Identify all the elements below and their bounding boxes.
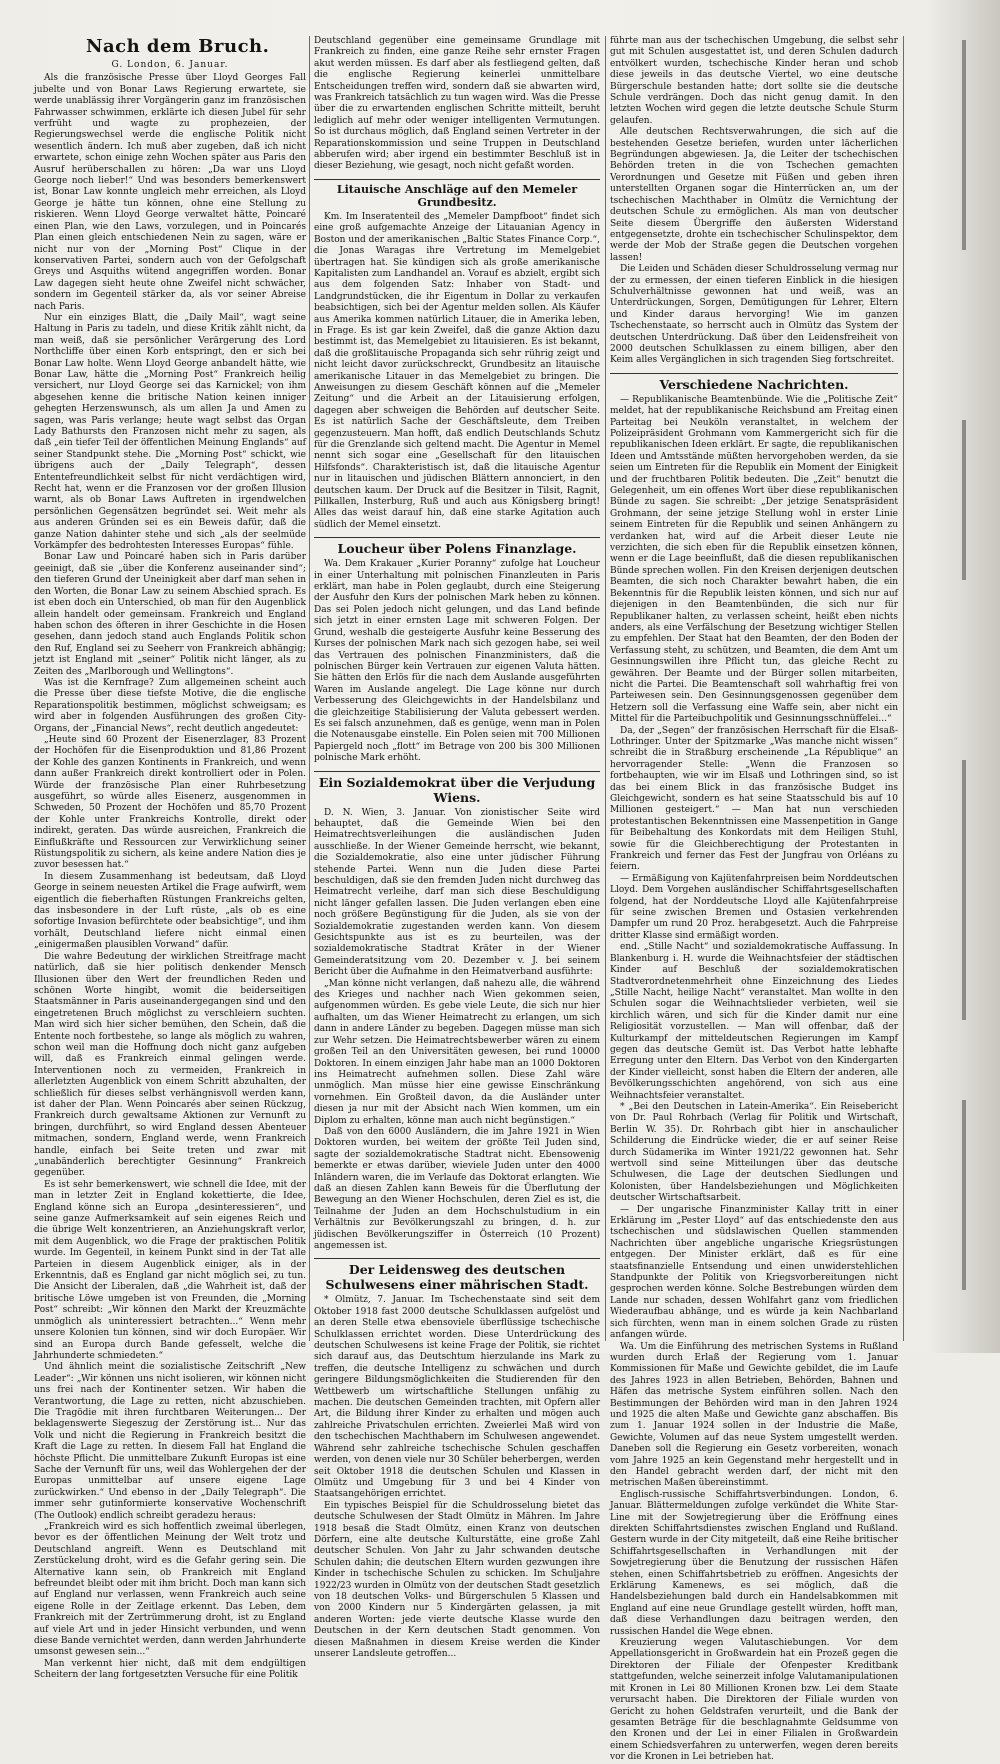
article-heading: Litauische Anschläge auf den Memeler Grundbesitz.: [314, 179, 600, 209]
article-title: Nach dem Bruch.: [86, 36, 270, 57]
article-heading: Ein Sozialdemokrat über die Verjudung Wiens.: [314, 771, 600, 805]
paragraph: In diesem Zusammenhang ist bedeutsam, daß Lloyd George in seinem neuesten Artikel die Frage aufwirft, wem eigentlich die fieberhaften Rüstungen Frankreichs gelten, das insbesondere in der Luft rüste, „als ob es eine sofortige Invasion befürchtete oder beabsichtige“, und ihm vorhält, Deutschland liefere nicht einmal einen „einigermaßen plausiblen Vorwand“ dafür.: [34, 871, 306, 951]
article-heading: Der Leidensweg des deutschen Schulwesens einer mährischen Stadt.: [314, 1258, 600, 1292]
paragraph: Wa. Dem Krakauer „Kurier Poranny“ zufolge hat Loucheur in einer Unterhaltung mit polnischen Finanzleuten in Paris erklärt, man habe in Polen geglaubt, durch eine Steigerung der Ausfuhr den Kurs der polnischen Mark heben zu können. Das sei Polen jedoch nicht gelungen, und das Land befinde sich jetzt in einer ernsten Lage mit schweren Folgen. Der Grund, weshalb die gesteigerte Ausfuhr keine Besserung des Kurses der polnischen Mark nach sich gezogen habe, sei weil das Vertrauen des polnischen Finanzministers, daß die polnischen Bürger kein Vertrauen zur eigenen Valuta hätten. Sie hätten den Erlös für die nach dem Auslande ausgeführten Waren im Auslande angelegt. Die Lage könne nur durch Verbesserung des Gleichgewichts in der Handelsbilanz und die gleichzeitige Stabilisierung der Valuta gebessert werden. Es sei falsch anzunehmen, daß es genüge, wenn man in Polen die Notenausgabe einstelle. Ein Polen seien mit 700 Millionen Papiergeld noch „flott“ im Betrage von 200 bis 300 Millionen polnische Mark erhöht.: [314, 559, 600, 764]
paragraph: Alle deutschen Rechtsverwahrungen, die sich auf die bestehenden Gesetze beriefen, wurden unter lächerlichen Begründungen abgewiesen. Ja, die Leiter der tschechischen Behörden treten in die von Tschechen gemachten Verordnungen und Gesetze mit Füßen und geben ihren unterstellten Organen sogar die Hinterrücken an, um der tschechischen Machthaber in Olmütz die Vernichtung der deutschen Schule zu ermöglichen. Als man von deutscher Seite diesem Übergriffe den äußersten Widerstand entgegensetzte, drohte ein tschechischer Schulinspektor, dem werde der Mob der Straße gegen die Deutschen vorgehen lassen!: [610, 127, 898, 263]
paragraph: D. N. Wien, 3. Januar. Von zionistischer Seite wird behauptet, daß die Gemeinde Wien bei den Heimatrechtsverleihungen die ausländischen Juden ausschließe. In der Wiener Gemeinde herrscht, wie bekannt, die Sozialdemokratie, also eine unter jüdischer Führung stehende Partei. Wenn nun die Juden diese Partei beschuldigen, daß sie den fremden Juden nicht durchweg das Heimatrecht verleihe, darf man sich diese Beschuldigung nicht länger gefallen lassen. Die Juden verlangen eben eine noch größere Begünstigung für die Juden, als sie von der Sozialdemokratie zugestanden werden kann. Von diesem Gesichtspunkte aus ist es zu beurteilen, was der sozialdemokratische Stadtrat Kräter in der Wiener Gemeinderatsitzung vom 20. Dezember v. J. bei seinem Bericht über die Aufnahme in den Heimatverband ausführte:: [314, 807, 600, 978]
quote-paragraph: „Man könne nicht verlangen, daß nahezu alle, die während des Krieges und nachher nach Wien gekommen seien, aufgenommen würden. Es gebe viele Leute, die sich nur hier aufhalten, um das Wiener Heimatrecht zu erlangen, um sich dann in andere Länder zu begeben. Dagegen müsse man sich zur Wehr setzen. Die Heimatrechtsbewerber wären zu einem großen Teil an den Universitäten gewesen, bei rund 10000 Doktoren. In einem einzigen Jahr habe man an 1000 Doktoren ins Heimatrecht aufnehmen sollen. Diese Zahl wäre unmöglich. Man müsse hier eine gewisse Einschränkung vornehmen. Ein Großteil davon, da die Ausländer unter diesen ja nur mit der Absicht nach Wien kommen, um ein Diplom zu erhalten, könne man auch nicht begünstigen.“: [314, 978, 600, 1126]
paragraph: Nur ein einziges Blatt, die „Daily Mail“, wagt seine Haltung in Paris zu tadeln, und diese Kritik zählt nicht, da man weiß, daß sie persönlicher Verärgerung des Lord Northcliffe über einen Korb entspringt, den er sich bei Bonar Law holte. Wenn Lloyd George anbandelt hätte, wie Bonar Law, hätte die „Morning Post“ Frankreich heilig versichert, nur Lloyd George sei das Karnickel; von ihm abgesehen kenne die britische Nation keinen inniger gehegten Herzenswunsch, als um allen Ja und Amen zu sagen, was Paris verlange; heute wagt selbst das Organ Lady Bathursts den Franzosen nicht mehr zu sagen, als daß „ein tiefer Teil der öffentlichen Meinung Englands“ auf seiner Standpunkt stehe. Die „Morning Post“ schickt, wie übrigens auch der „Daily Telegraph“, dessen Ententefreundlichkeit selbst für nicht verdächtigen wird, Recht hat, wenn er die Franzosen vor der großen Illusion warnt, als ob Bonar Laws Auftreten in irgendwelchen persönlichen Gegensätzen begründet sei. Weit mehr als aus anderen Gründen sei es ein Beweis dafür, daß die ganze Nation dahinter stehe und sich „als der seelmüde Vorkämpfer des bedrohtesten Interesses Europas“ fühle.: [34, 312, 306, 552]
column-3: [610, 36, 898, 1763]
paragraph: Km. Im Inseratenteil des „Memeler Dampfboot“ findet sich eine groß aufgemachte Anzeige der Litauanian Agency in Boston und der amerikanischen „Baltic States Finance Corp.“, die Jonas Waragas ihre Vertretung im Memelgebiet übertragen hat. Sie kündigen sich als große amerikanische Kapitalisten zum Landhandel an. Vorauf es abzielt, ergibt sich aus dem folgenden Satz: Inhaber von Stadt- und Landgrundstücken, die ihr Eigentum in Dollar zu verkaufen beabsichtigen, sich bei der Agentur melden sollen. Als Käufer aus Amerika kommen natürlich Litauer, die in Amerika leben, in Frage. Es ist gar kein Zweifel, daß die ganze Aktion dazu bestimmt ist, das Memelgebiet zu litauisieren. Es ist bekannt, daß die großlitauische Propaganda sich sehr rührig zeigt und nicht leicht davor zurückschreckt, Grundbesitz an litauische amerikanische Litauer in das Memelgebiet zu bringen. Die Anweisungen zu diesem Geschäft können auf die „Memeler Zeitung“ und die Arbeit an der Litauisierung erfolgen, dagegen aber schweigen die Behörden auf deutscher Seite. Es ist natürlich Sache der Geschäftsleute, dem Treiben gegenzusteuern. Man hofft, daß endlich Deutschlands Schutz für die Grenzlande sich geltend macht. Die Agentur in Memel nennt sich sogar eine „Gesellschaft für den litauischen Hilfsfonds“. Charakteristisch ist, daß die litauische Agentur nur in litauischen und jüdischen Blättern annonciert, in den deutschen kaum. Der Druck auf die Besitzer in Tilsit, Ragnit, Pillkallen, Insterburg, Ruß und auch aus Königsberg bringt! Alles das weist darauf hin, daß eine starke Agitation auch südlich der Memel einsetzt.: [314, 211, 600, 530]
quote-paragraph: „Frankreich wird es sich hoffentlich zweimal überlegen, bevor es der öffentlichen Meinung der Welt trotz und Deutschland angreift. Wenn es Deutschland mit Zerstückelung droht, wird es die Gefahr gering sein. Die Alternative kann sein, ob Frankreich mit England befreundet bleibt oder mit ihm bricht. Doch man kann sich auf England nur verlassen, wenn Frankreich auch seine eigene Rolle in der Zeitlage erkennt. Das Leben, dem Frankreich mit der Zertrümmerung droht, ist zu England auf viele Art und in jeder Hinsicht verbunden, und wenn diese Bande vernichtet werden, dann werden Jahrhunderte umsonst gewesen sein...“: [34, 1522, 306, 1658]
binding-mark: [962, 420, 966, 580]
paragraph: * Olmütz, 7. Januar. Im Tschechenstaate sind seit dem Oktober 1918 fast 2000 deutsche Schulklassen aufgelöst und an deren Stelle etwa ebensoviele überflüssige tschechische Schulklassen errichtet worden. Diese Unterdrückung des deutschen Schulwesens ist keine Frage der Politik, sie richtet sich darauf aus, das Deutschtum hierzulande ins Mark zu treffen, die deutsche Intelligenz zu schwächen und durch geringere Bildungsmöglichkeiten die Studierenden für den Wettbewerb um wirtschaftliche Stellungen unfähig zu machen. Die deutschen Gemeinden trachten, mit Opfern aller Art, die Bildung ihrer Kinder zu erhalten und mögen auch zahlreiche Privatschulen errichten. Zweierlei Maß wird von den tschechischen Machthabern im Schulwesen angewendet. Während sehr zahlreiche tschechische Schulen geschaffen werden, von denen viele nur 30 Schüler beherbergen, werden seit Oktober 1918 die deutschen Schulen und Klassen in Olmütz und Umgebung für 3 und bei 4 Kinder von Staatsangehörigen errichtet.: [314, 1295, 600, 1500]
binding-mark: [962, 40, 966, 250]
section-heading: Verschiedene Nachrichten.: [610, 373, 898, 392]
paragraph: Die wahre Bedeutung der wirklichen Streitfrage macht natürlich, daß sie hier politisch denkender Mensch Illusionen über den Wert der freundlichen Reden und schönen Worte hingibt, womit die beiderseitigen Staatsmänner in Paris auseinandergegangen sind und den eingetretenen Bruch möglichst zu verschleiern suchten. Man wird sich hier sicher bemühen, den Schein, daß die Entente noch fortbestehe, so lange als möglich zu wahren, schon weil man die Hoffnung doch nicht ganz aufgeben will, daß es Frankreich einmal gelingen werde. Interventionen noch zu vermeiden, Frankreich in allerletzten Augenblick von einem Schritt abzuhalten, der schließlich für dieses selbst verhängnisvoll werden kann, ist daher der Plan. Wenn Poincarés aber seinen Rückzug, Frankreich durch gewaltsame Aktionen zur Vernunft zu bringen, durchführt, so wird England dessen Abenteuer mitmachen, sondern, England werde, wenn Frankreich handle, einfach bei Seite treten und zwar mit „unabänderlich berechtigter Gesinnung“ Frankreich gegenüber.: [34, 951, 306, 1179]
quote-paragraph: „Heute sind 60 Prozent der Eisenerzlager, 83 Prozent der Hochöfen für die Eisenproduktion und 81,86 Prozent der Kohle des ganzen Kontinents in Frankreich, und wenn dann außer Frankreich direkt kontrolliert oder in Polen. Würde der französische Plan einer Ruhrbesetzung ausgeführt, so würde alles Eisenerz, ausgenommen in Schweden, 50 Prozent der Hochöfen und 85,70 Prozent der Kohle unter Frankreichs Kontrolle, direkt oder indirekt, geraten. Das würde ausreichen, Frankreich die Einflußkräfte und Ressourcen zur Verwirklichung seiner Rüstungspolitik zu sichern, als keine andere Nation dies je zuvor besessen hat.“: [34, 734, 306, 871]
paragraph: Es ist sehr bemerkenswert, wie schnell die Idee, mit der man in letzter Zeit in England kokettierte, die Idee, England könne sich an Europa „desinteressieren“, und seine ganze Aufmerksamkeit auf sein eigenes Reich und die übrige Welt konzentrieren, an Anziehungskraft verlor, mit dem Augenblick, wo die Frage der praktischen Politik wurde. Im Gegenteil, in keinem Punkt sind in der Tat alle Parteien in diesem Augenblick einiger, als in der Erkenntnis, daß es England gar nicht möglich sei, zu tun. Die Ansicht der Liberalen, daß „die Wahrheit ist, daß der britische Löwe umgeben ist von Freunden, die „Morning Post“ schreibt: „Wir können den Markt der Kreuzmächte unmöglich als uninteressiert betrachten...“ Wenn mehr unsere Kolonien tun können, sind wir doch Europäer. Wir sind an Europa durch Bande gefesselt, welche die Jahrhunderte schmiedeten.“: [34, 1179, 306, 1361]
news-item: end. „Stille Nacht“ und sozialdemokratische Auffassung. In Blankenburg i. H. wurde die Weihnachtsfeier der städtischen Kinder auf Beschluß der sozialdemokratischen Stadtverordnetenmehrheit ohne Einzeichnung des Liedes „Stille Nacht, heilige Nacht“ veranstaltet. Man wollte in den Schulen sogar die Weihnachtslieder verbieten, weil sie kirchlich wären, und sich für die Kinder damit nur eine Religiosität vorzustellen. — Man will offenbar, daß der Kulturkampf der mitteldeutschen Regierungen im Kampf gegen das deutsche Gemüt ist. Das Verbot hatte lebhafte Erregung unter den Eltern. Das Verbot von den Kindergarten der Kinder vielleicht, sonst haben die Eltern der anderen, alle Bevölkerungsschichten angehörend, von sich aus eine Weihnachtsfeier veranstaltet.: [610, 942, 898, 1101]
paragraph: Die Leiden und Schäden dieser Schuldrosselung vermag nur der zu ermessen, der einen tieferen Einblick in die hiesigen Schulverhältnisse gewonnen hat und weiß, was an Unterdrückungen, Sorgen, Demütigungen für Lehrer, Eltern und Kinder daraus hervorging! Wie im ganzen Tschechenstaate, so herrscht auch in Olmütz das System der deutschen Unterdrückung. Daß über den Leidensfreiheit von 2000 deutschen Schulklassen zu einem billigen, aber den Keim alles Vergänglichen in sich tragenden Sieg fortschreitet.: [610, 264, 898, 366]
news-item: Kreuzierung wegen Valutaschiebungen. Vor dem Appellationsgericht in Großwardein hat ein Prozeß gegen die Direktoren der Filiale der Ofenpester Kreditbank stattgefunden, welche seinerzeit infolge Valutamanipulationen mit Kronen in Lei 80 Millionen Kronen bzw. Lei dem Staate verursacht haben. Die Direktoren der Filiale wurden von Gericht zu hohen Geldstrafen verurteilt, und die Bank der gesamten Beträge für die beschlagnahmte Geldsumme von den Kronen und der Lei in einer Filialen in Großwardein einem Schiedsverfahren zu unterwerfen, wegen deren bereits vor die Kronen in Lei betrieben hat.: [610, 1638, 898, 1763]
paragraph: Daß von den 6000 Ausländern, die im Jahre 1921 in Wien Doktoren wurden, bei weitem der größte Teil Juden sind, sagte der sozialdemokratische Stadtrat nicht. Ebensowenig bemerkte er etwas darüber, wieviele Juden unter den 4000 Inländern waren, die im Verlaufe das Doktorat erlangten. Wie daß an diesen Zahlen kann Beweis für die Überflutung der Bewegung an den Wiener Hochschulen, deren Ziel es ist, die Teilnahme der Juden an dem Hochschulstudium in ein Verhältnis zur Bevölkerungszahl zu bringen, d. h. zur jüdischen Bevölkerungsziffer in Österreich (10 Prozent) angemessen ist.: [314, 1126, 600, 1251]
paragraph: Und ähnlich meint die sozialistische Zeitschrift „New Leader“: „Wir können uns nicht isolieren, wir können nicht uns frei nach der Kontinenter setzen. Wir haben die Verantwortung, die Lage zu retten, nicht abzuschieben. Die Tragödie mit ihren furchtbaren Weiterungen... Der beklagenswerte Siegeszug der Zerstörung ist... Nur das Volk und nicht die Regierung in Frankreich besitzt die Kraft die Lage zu retten. In diesem Fall hat England die höchste Pflicht. Die unmittelbare Zukunft Europas ist eine Sache der Vernunft für uns, weil das Wohlergehen der der Europas unmittelbar auf unsere eigene Lage zurückwirken.“ Und ebenso in der „Daily Telegraph“. Die immer sehr gutinformierte konservative Wochenschrift (The Outlook) endlich schreibt geradezu heraus:: [34, 1362, 306, 1521]
article-heading: Loucheur über Polens Finanzlage.: [314, 537, 600, 556]
paragraph: führte man aus der tschechischen Umgebung, die selbst sehr gut mit Schulen ausgestattet ist, und deren Schulen dadurch entvölkert wurden, tschechische Kinder heran und schob diese jeweils in das deutsche Viertel, wo eine deutsche Bürgerschule bestanden hatte; dort sollte sie die deutsche Schule verdrängen. Doch das nicht genug damit. In den letzten Wochen wird gegen die letzte deutsche Schule Sturm gelaufen.: [610, 36, 898, 126]
news-item: — Ermäßigung von Kajütenfahrpreisen beim Norddeutschen Lloyd. Dem Vorgehen ausländischer Schiffahrtsgesellschaften folgend, hat der Norddeutsche Lloyd alle Kajütenfahrpreise für seine zwischen Bremen und Ostasien verkehrenden Dampfer um rund 20 Proz. herabgesetzt. Auch die Fahrpreise dritter Klasse sind ermäßigt worden.: [610, 873, 898, 941]
binding-mark: [962, 1100, 966, 1290]
dateline: G. London, 6. Januar.: [111, 60, 229, 70]
news-item: — Der ungarische Finanzminister Kallay tritt in einer Erklärung im „Pester Lloyd“ auf das entschiedenste den aus tschechischen und südslawischen Quellen stammenden Nachrichten über angebliche ungarische Kriegsrüstungen entgegen. Der Minister erklärt, daß es für eine staatsfinanzielle Entsendung und einen unwiderstehlichen Standpunkte der Politik von Kriegsvorbereitungen nicht gesprochen werden könne. Solche Bestrebungen würden dem Lande nur schaden, dessen Wohlfahrt ganz vom friedlichen Wiederaufbau abhänge, und es würde ja kein Nachbarland sich fürchten, wenn man in einem solchen Grade zu rüsten anfangen würde.: [610, 1204, 898, 1341]
news-item: Englisch-russische Schiffahrtsverbindungen. London, 6. Januar. Blättermeldungen zufolge verkündet die White Star-Line mit der Sowjetregierung über die Eröffnung eines direkten Schiffahrtsdienstes zwischen England und Rußland. Gestern wurde in der City mitgeteilt, daß eine Reihe britischer Schiffahrtsgesellschaften in Verhandlungen mit der Sowjetregierung über die Benutzung der russischen Häfen stehen, einen Schiffahrtsbetrieb zu eröffnen. Angesichts der Erklärung Kamenews, es sei möglich, daß die Handelsbeziehungen bald durch ein Handelsabkommen mit England auf eine neue Grundlage gestellt würden, hofft man, daß diese Verhandlungen dazu beitragen werden, den russischen Handel die Wege ebnen.: [610, 1489, 898, 1637]
paragraph: Ein typisches Beispiel für die Schuldrosselung bietet das deutsche Schulwesen der Stadt Olmütz in Mähren. Im Jahre 1918 besaß die Stadt Olmütz, einen Kranz von deutschen Dörfern, eine alte deutsche Kulturstätte, eine große Zahl deutscher Schulen. Von Jahr zu Jahr schwanden deutsche Schulen dahin; die deutschen Eltern wurden gezwungen ihre Kinder in tschechische Schulen zu schicken. Im Schuljahre 1922/23 wurden in Olmütz von der deutschen Stadt gesetzlich von 18 deutschen Volks- und Bürgerschulen 5 Klassen und von 2000 Kindern nur 5 Kindergärten gelassen, ja mit anderen Worten: jede vierte deutsche Klasse wurde den Deutschen in der Kern deutschen Stadt genommen. Von diesen Maßnahmen in diesem Kreise werden die Kinder unserer Landsleute getroffen...: [314, 1500, 600, 1659]
news-item: Da, der „Segen“ der französischen Herrschaft für die Elsaß-Lothringer. Unter der Spitzmarke „Was manche nicht wissen“ schreibt die in Straßburg erscheinende „La République“ an hervorragender Stelle: „Wenn die Franzosen so fortbehaupten, wie wir im Elsaß und Lothringen sind, so ist das bei einem Blick in das französische Budget ins Gleichgewicht, sondern es hat seine Staatsschuld bis auf 10 Millionen gesteigert.“ — Man hat nun verschieden protestantischen Bekenntnissen eine Massenpetition in Gange für Beibehaltung des Konkordats mit dem Heiligen Stuhl, sowie für die Gleichberechtigung der Protestanten in Frankreich und ferner das Fest der Jungfrau von Orléans zu feiern.: [610, 725, 898, 873]
binding-mark: [962, 760, 966, 1020]
news-item: * „Bei den Deutschen in Latein-Amerika“. Ein Reisebericht von Dr. Paul Rohrbach (Verlag für Politik und Wirtschaft, Berlin W. 35). Dr. Rohrbach gibt hier in anschaulicher Schilderung die Eindrücke wieder, die er auf seiner Reise durch Südamerika im Winter 1921/22 gewonnen hat. Sehr wertvoll sind seine Mitteilungen über das deutsche Schulwesen, die Lage der deutschen Siedlungen und Kolonisten, über Handelsbeziehungen und Möglichkeiten deutscher Wirtschaftsarbeit.: [610, 1101, 898, 1204]
paragraph: Als die französische Presse über Lloyd Georges Fall jubelte und von Bonar Laws Regierung erwartete, sie werde unablässig ihrer Vorgängerin ganz im französischen Fahrwasser schwimmen, erklärte ich diesen Jubel für sehr verfrüht und wagte zu prophezeien, der Regierungswechsel werde die englische Politik nicht wesentlich ändern. Ich muß aber zugeben, daß ich nicht erwartete, schon einige zehn Wochen später aus Paris den Ausruf herüberschallen zu hören: „Da war uns Lloyd George noch lieber!“ Und was besonders bemerkenswert ist, Bonar Law konnte ungleich mehr erreichen, als Lloyd George je hätte tun können, ohne eine Stellung zu riskieren. Wenn Lloyd George verwaltet hätte, Poincaré einen Plan, wie den Laws, vorzulegen, und in Poincarés Plan einen gleich entschiedenen Nein zu sagen, wäre er nicht nur von der „Morning Post“ Clique in der konservativen Partei, sondern auch von der Gefolgschaft Greys und Asquiths wütend angegriffen worden. Bonar Law dagegen sieht heute ohne Zweifel nicht schwächer, sondern im Gegenteil stärker da, als vor seiner Abreise nach Paris.: [34, 73, 306, 312]
column-rule: [903, 36, 904, 1341]
column-rule: [309, 36, 310, 1341]
column-1: [34, 36, 306, 1681]
paragraph: Deutschland gegenüber eine gemeinsame Grundlage mit Frankreich zu finden, eine ganze Reihe sehr ernster Fragen akut werden müssen. Es darf aber als festliegend gelten, daß die englische Regierung keinerlei unmittelbare Entscheidungen treffen wird, sondern daß sie abwarten wird, was Frankreich tatsächlich zu tun wagen wird. Was die Presse über die zu erwartenden englischen Schritte mitteilt, beruht lediglich auf mehr oder weniger intelligenten Vermutungen. So ist durchaus möglich, daß England seinen Vertreter in der Reparationskommission und seine Truppen in Deutschland abberufen wird; aber irgend ein bestimmter Beschluß ist in dieser Beziehung, wie gesagt, noch nicht gefaßt worden.: [314, 36, 600, 172]
paragraph: Man verkennt hier nicht, daß mit dem endgültigen Scheitern der lang fortgesetzten Versuche für eine Politik: [34, 1658, 306, 1681]
news-item: — Republikanische Beamtenbünde. Wie die „Politische Zeit“ meldet, hat der republikanische Reichsbund am Freitag einen Parteitag bei Neuköln veranstaltet, in welchem der Polizeipräsident Grohmann vom Kammergericht sich für die republikanischen Ideen erklärt. Er sagte, die republikanischen Ideen und Amtsstände müßten hervorgehoben werden, da sie seien um Eintreten für die Republik ein Moment der Einigkeit und der fruchtbaren Politik bedeuten. Die „Zeit“ benutzt die Gelegenheit, um ein offenes Wort über diese republikanischen Bünde zu sagen. Sie schreibt: „Der jetzige Senatspräsident Grohmann, der seine jetzige Stellung wohl in erster Linie seinem Eintreten für die Republik und seinen Anhängern zu verdanken hat, wird auf die Arbeit dieser Leute nie verzichten, die sich eben für die Republik einsetzen können, wenn er die Lage beeinflußt, daß die diesen republikanischen Bünde sprechen wollen. Fin den Kreisen derjenigen deutschen Beamten, die sich noch Charakter bewahrt haben, die ein Bekenntnis für die Republik leisten können, und sich nur auf diejenigen in den Beamtenbünden, die sich nur für Republikaner halten, zu verlassen scheint, heißt eben nichts anders, als eine Verfälschung der Besetzung wichtiger Stellen zu empfehlen. Der Staat hat den Beamten, der den Boden der Verfassung steht, zu schützen, und Beamten, die dem Amt um Gesinnungswillen ihre Pflicht tun, das gleiche Recht zu gewähren. Der Beamte und der Bürger sollen mitarbeiten, nicht die Partei. Die Beamtenschaft soll wahrhaftig frei von Parteiwesen sein. Den Gesinnungsgenossen gegenüber dem Hetzern soll die Verfassung eine Waffe sein, aber nicht ein Mittel für die Parteibuchpolitik und Gesinnungsschnüffelei...“: [610, 394, 898, 725]
news-item: Wa. Um die Einführung des metrischen Systems in Rußland wurden durch Erlaß der Regierung vom 1. Januar Kommissionen für Maße und Gewichte gebildet, die im Laufe des Jahres 1923 in allen Betrieben, Behörden, Bahnen und Häfen das metrische System einführen sollen. Nach den Bestimmungen der Behörden wird man in den Jahren 1924 und 1925 die alten Maße und Gewichte ganz abschaffen. Bis zum 1. Januar 1924 sollen in der Industrie die Maße, Gewichte, Volumen auf das neue System umgestellt werden. Daneben soll die Regierung ein Gesetz vorbereiten, wonach vom Jahre 1925 an kein Gegenstand mehr hergestellt und in den Handel gebracht werden darf, der nicht mit den metrischen Maßen übereinstimmt.: [610, 1341, 898, 1489]
paragraph: Was ist die Kernfrage? Zum allgemeinen scheint auch die Presse über diese tiefste Motive, die die englische Reparationspolitik bestimmen, möglichst schweigsam; es wird aber in folgenden Ausführungen des großen City-Organs, der „Financial News“, recht deutlich angedeutet:: [34, 677, 306, 734]
column-2: [314, 36, 600, 1659]
paragraph: Bonar Law und Poincaré haben sich in Paris darüber geeinigt, daß sie „über die Konferenz auseinander sind“; den tieferen Grund der Uneinigkeit aber darf man sehen in den Worten, die Bonar Law zu seinem Abschied sprach. Es ist eben doch ein Unterschied, ob man für den Augenblick allein handelt oder gemeinsam. Frankreich und England haben schon des öfteren in ihrer Geschichte in die Hosen gesehen, dann jedoch stand auch Englands Politik schon den Ruf, England sei zu Seeherr von Frankreich abhängig; jetzt ist England mit „seiner“ Politik nicht länger, als zu Zeiten des „Marlborough und Wellingtons“.: [34, 552, 306, 677]
column-rule: [605, 36, 606, 1341]
